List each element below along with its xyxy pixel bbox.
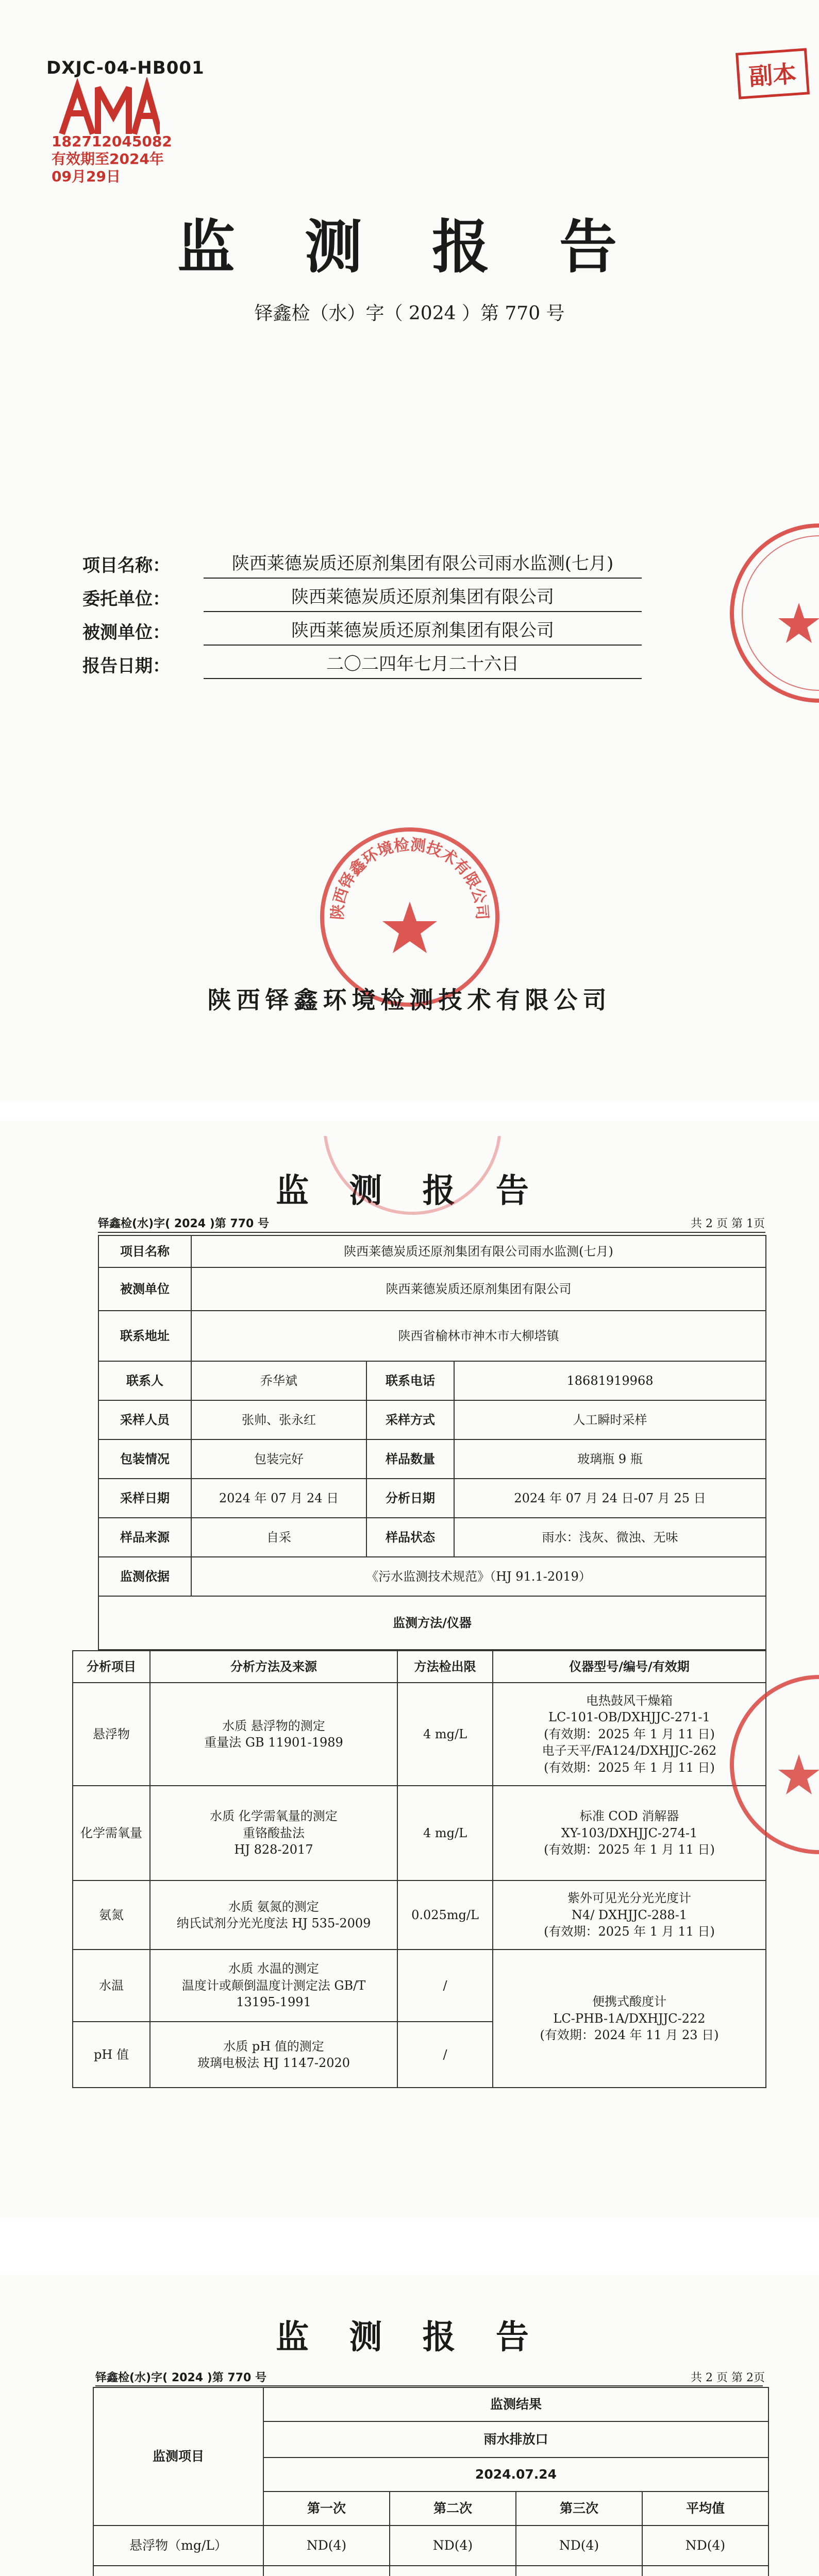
item-cell: 化学需氧量 [73, 1786, 150, 1880]
tested-unit-label: 被测单位 [98, 1267, 191, 1311]
cma-certificate [52, 133, 175, 185]
report-number-header: 铎鑫检(水)字( 2024 )第 770 号 [98, 1217, 270, 1230]
report-cover-page [0, 0, 819, 1103]
value-cell: ND(4) [390, 2526, 516, 2566]
svg-text:陕西铎鑫环境检测技术有限公司 [328, 836, 491, 920]
method-line: 水质 氨氮的测定 [228, 1899, 319, 1914]
client-label: 委托单位： [82, 589, 170, 609]
sampling-method-label: 采样方式 [366, 1400, 454, 1439]
col-average: 平均值 [642, 2492, 768, 2526]
address-value: 陕西省榆林市神木市大柳塔镇 [191, 1311, 766, 1361]
col-third: 第三次 [516, 2492, 642, 2526]
method-line: 玻璃电极法 HJ 1147-2020 [197, 2056, 350, 2070]
cma-logo-icon [57, 77, 160, 139]
page-counter: 共 2 页 第 2页 [691, 2371, 765, 2384]
package-label: 包装情况 [98, 1439, 191, 1479]
table-row [73, 1786, 766, 1880]
samplers-value: 张帅、张永红 [191, 1400, 366, 1439]
instrument-line: 紫外可见光分光光度计 [567, 1891, 691, 1906]
client-value: 陕西莱德炭质还原剂集团有限公司 [204, 583, 642, 612]
limit-cell: / [397, 1950, 493, 2022]
table-row [73, 1880, 766, 1950]
report-title: 监 测 报 告 [177, 214, 642, 281]
basis-value: 《污水监测技术规范》（HJ 91.1-2019） [191, 1557, 766, 1596]
instrument-cell [493, 1786, 766, 1880]
results-header: 监测结果 [263, 2387, 768, 2421]
project-name-value: 陕西莱德炭质还原剂集团有限公司雨水监测(七月) [204, 549, 642, 579]
sample-date-label: 采样日期 [98, 1479, 191, 1518]
method-line: HJ 828-2017 [234, 1842, 313, 1857]
instrument-cell [493, 1880, 766, 1950]
report-date-value: 二〇二四年七月二十六日 [204, 650, 642, 679]
instrument-line: 电热鼓风干燥箱 [586, 1693, 673, 1708]
project-name-label: 项目名称 [98, 1235, 191, 1267]
document-code: DXJC-04-HB001 [46, 58, 205, 78]
col-second: 第二次 [390, 2492, 516, 2526]
method-line: 水质 悬浮物的测定 [222, 1718, 325, 1733]
source-label: 样品来源 [98, 1518, 191, 1557]
address-label: 联系地址 [98, 1311, 191, 1361]
sample-info-table [98, 1235, 766, 1650]
item-cell: pH 值 [73, 2022, 150, 2088]
method-cell [150, 2022, 397, 2088]
report-date-label: 报告日期： [82, 656, 170, 676]
method-line: 水质 水温的测定 [228, 1961, 319, 1976]
instrument-line: 电子天平/FA124/DXHJJC-262 [542, 1743, 717, 1758]
instrument-cell [493, 1683, 766, 1786]
item-cell: 悬浮物（mg/L） [93, 2526, 263, 2566]
value-cell [516, 2566, 642, 2576]
method-cell [150, 1950, 397, 2022]
value-cell [642, 2566, 768, 2576]
state-value: 雨水：浅灰、微浊、无味 [454, 1518, 766, 1557]
instrument-line: (有效期：2025 年 1 月 11 日) [544, 1924, 715, 1939]
col-first: 第一次 [263, 2492, 390, 2526]
tested-unit-value: 陕西莱德炭质还原剂集团有限公司 [191, 1267, 766, 1311]
method-page [0, 1121, 819, 2218]
col-item: 分析项目 [73, 1651, 150, 1683]
instrument-line: LC-101-OB/DXHJJC-271-1 [548, 1710, 710, 1725]
item-cell: 水温 [73, 1950, 150, 2022]
method-cell [150, 1880, 397, 1950]
limit-cell: 4 mg/L [397, 1786, 493, 1880]
method-line: 温度计或颠倒温度计测定法 GB/T [181, 1978, 366, 1993]
package-value: 包装完好 [191, 1439, 366, 1479]
project-name-label: 项目名称： [82, 555, 170, 576]
analysis-date-value: 2024 年 07 月 24 日-07 月 25 日 [454, 1479, 766, 1518]
contact-value: 乔华斌 [191, 1361, 366, 1400]
table-row [73, 1683, 766, 1786]
method-line: 水质 pH 值的测定 [223, 2039, 324, 2054]
instrument-line: (有效期：2025 年 1 月 11 日) [544, 1760, 715, 1775]
state-label: 样品状态 [366, 1518, 454, 1557]
limit-cell: 4 mg/L [397, 1683, 493, 1786]
value-cell [390, 2566, 516, 2576]
cma-number: 182712045082 [52, 133, 172, 150]
instrument-cell [493, 1950, 766, 2088]
phone-value: 18681919968 [454, 1361, 766, 1400]
report-number: 铎鑫检（水）字（ 2024 ）第 770 号 [254, 303, 565, 324]
instrument-line: (有效期：2025 年 1 月 11 日) [544, 1726, 715, 1741]
seam-stamp-icon [722, 515, 819, 711]
item-header: 监测项目 [93, 2387, 263, 2526]
source-value: 自采 [191, 1518, 366, 1557]
item-cell: 氨氮 [73, 1880, 150, 1950]
results-table [93, 2387, 769, 2576]
method-line: 重量法 GB 11901-1989 [204, 1735, 343, 1750]
copy-stamp: 副本 [736, 48, 810, 99]
instrument-line: (有效期：2024 年 11 月 23 日) [540, 2028, 719, 2043]
method-cell [150, 1786, 397, 1880]
page-title: 监 测 报 告 [276, 2318, 543, 2357]
limit-cell: / [397, 2022, 493, 2088]
sampling-method-value: 人工瞬时采样 [454, 1400, 766, 1439]
col-instrument: 仪器型号/编号/有效期 [493, 1651, 766, 1683]
instrument-line: LC-PHB-1A/DXHJJC-222 [553, 2011, 706, 2026]
item-cell [93, 2566, 263, 2576]
item-cell: 悬浮物 [73, 1683, 150, 1786]
instrument-line: 标准 COD 消解器 [579, 1809, 679, 1824]
page-counter: 共 2 页 第 1页 [691, 1217, 765, 1230]
method-line: 纳氏试剂分光光度法 HJ 535-2009 [176, 1916, 371, 1930]
value-cell: ND(4) [642, 2526, 768, 2566]
method-cell [150, 1683, 397, 1786]
value-cell: ND(4) [516, 2526, 642, 2566]
cma-validity: 有效期至2024年09月29日 [52, 150, 164, 185]
tested-unit-value: 陕西莱德炭质还原剂集团有限公司 [204, 616, 642, 646]
date-header: 2024.07.24 [263, 2458, 768, 2492]
table-row [73, 1950, 766, 2022]
report-number-header: 铎鑫检(水)字( 2024 )第 770 号 [95, 2371, 267, 2384]
value-cell: ND(4) [263, 2526, 390, 2566]
instrument-line: 便携式酸度计 [592, 1994, 666, 2009]
table-row [93, 2526, 768, 2566]
sample-date-value: 2024 年 07 月 24 日 [191, 1479, 366, 1518]
table-row [93, 2566, 768, 2576]
quantity-label: 样品数量 [366, 1439, 454, 1479]
col-method: 分析方法及来源 [150, 1651, 397, 1683]
contact-label: 联系人 [98, 1361, 191, 1400]
header-divider [95, 2385, 763, 2386]
results-page [0, 2275, 819, 2576]
value-cell [263, 2566, 390, 2576]
instrument-line: (有效期：2025 年 1 月 11 日) [544, 1842, 715, 1857]
method-line: 水质 化学需氧量的测定 [210, 1809, 338, 1824]
methods-table [72, 1650, 766, 2088]
project-name-value: 陕西莱德炭质还原剂集团有限公司雨水监测(七月) [191, 1235, 766, 1267]
analysis-date-label: 分析日期 [366, 1479, 454, 1518]
limit-cell: 0.025mg/L [397, 1880, 493, 1950]
samplers-label: 采样人员 [98, 1400, 191, 1439]
method-line: 重铬酸盐法 [243, 1825, 305, 1840]
seal-text: 陕西铎鑫环境检测技术有限公司 [328, 836, 491, 921]
method-line: 13195-1991 [236, 1995, 311, 2010]
issuing-company: 陕西铎鑫环境检测技术有限公司 [207, 986, 612, 1014]
instrument-line: N4/ DXHJJC-288-1 [571, 1907, 688, 1922]
phone-label: 联系电话 [366, 1361, 454, 1400]
page-title: 监 测 报 告 [276, 1172, 543, 1210]
basis-label: 监测依据 [98, 1557, 191, 1596]
methods-section-title: 监测方法/仪器 [98, 1596, 766, 1650]
quantity-value: 玻璃瓶 9 瓶 [454, 1439, 766, 1479]
tested-unit-label: 被测单位： [82, 622, 170, 643]
col-limit: 方法检出限 [397, 1651, 493, 1683]
location-header: 雨水排放口 [263, 2421, 768, 2458]
header-divider [98, 1232, 765, 1233]
instrument-line: XY-103/DXHJJC-274-1 [561, 1825, 698, 1840]
